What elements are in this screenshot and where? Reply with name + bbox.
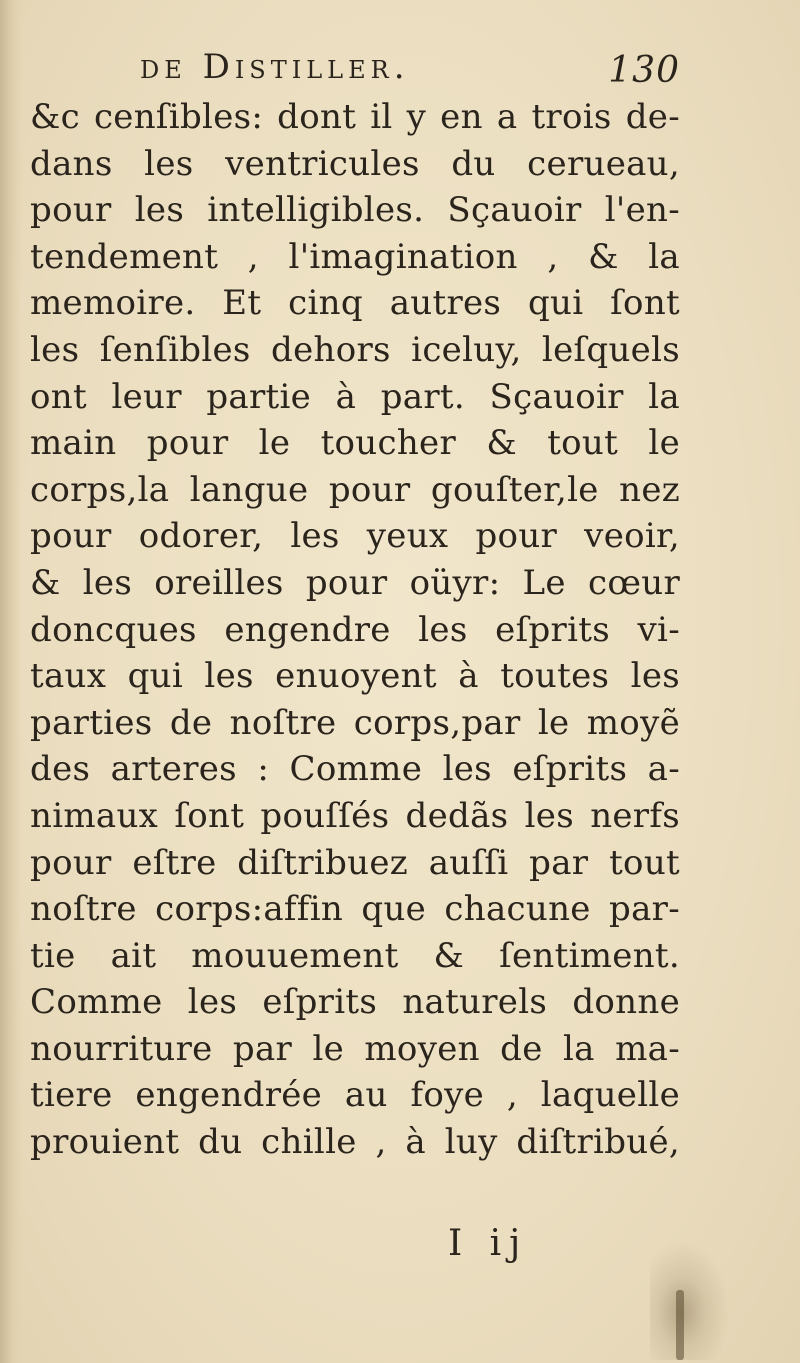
text-line: pour eſtre diſtribuez auſſi par tout <box>30 842 680 883</box>
text-line: main pour le toucher & tout le <box>30 423 680 464</box>
text-line: prouient du chille , à luy diſtribué, <box>30 1122 680 1163</box>
text-line: doncques engendre les eſprits vi- <box>30 609 680 650</box>
text-line: dans les ventricules du cerueau, <box>30 143 680 184</box>
text-line: pour odorer, les yeux pour veoir, <box>30 516 680 557</box>
text-line: des arteres : Comme les eſprits a- <box>30 749 680 790</box>
text-line: pour les intelligibles. Sçauoir l'en- <box>30 190 680 231</box>
text-line: parties de noſtre corps,par le moyẽ <box>30 702 680 743</box>
text-line: Comme les eſprits naturels donne <box>30 982 680 1023</box>
page-header <box>140 42 680 92</box>
text-line: nourriture par le moyen de la ma- <box>30 1028 680 1069</box>
gutter-shadow <box>0 0 22 1363</box>
body-text <box>30 94 680 1166</box>
ink-stroke <box>676 1290 684 1360</box>
text-line: tie ait mouuement & ſentiment. <box>30 935 680 976</box>
text-line: les ſenſibles dehors iceluy, leſquels <box>30 329 680 370</box>
text-line: & les oreilles pour oüyr: Le cœur <box>30 562 680 603</box>
text-line: memoire. Et cinq autres qui ſont <box>30 283 680 324</box>
ink-smudge <box>650 1240 730 1360</box>
page-number: 130 <box>608 50 680 91</box>
text-line: noſtre corps:affin que chacune par- <box>30 889 680 930</box>
signature-mark: I ij <box>448 1223 529 1264</box>
text-line: ont leur partie à part. Sçauoir la <box>30 376 680 417</box>
text-line: tiere engendrée au foye , laquelle <box>30 1075 680 1116</box>
text-line: taux qui les enuoyent à toutes les <box>30 656 680 697</box>
running-head: de Distiller. <box>140 47 410 87</box>
text-line: nimaux ſont pouſſés dedãs les nerfs <box>30 795 680 836</box>
text-line: &c cenſibles: dont il y en a trois de- <box>30 97 680 137</box>
text-line: tendement , l'imagination , & la <box>30 236 680 277</box>
text-line: corps,la langue pour gouſter,le nez <box>30 469 680 510</box>
